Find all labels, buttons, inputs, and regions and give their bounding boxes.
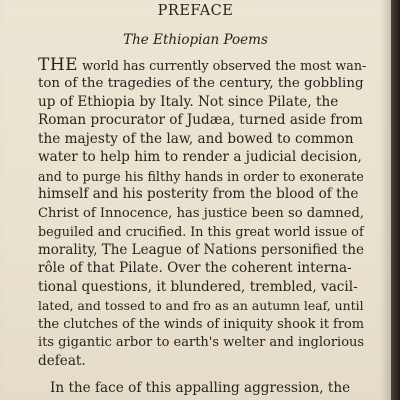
small-caps-lead: THE — [38, 55, 79, 75]
paragraph-line: rôle of that Pilate. Over the coherent interna- — [38, 260, 352, 276]
paragraph-line: defeat. — [38, 353, 86, 369]
paragraph-line: up of Ethiopia by Italy. Not since Pilate, the — [38, 94, 339, 110]
paragraph-line: its gigantic arbor to earth's welter and inglorious — [38, 335, 365, 350]
line-text: world has currently observed the most wan- — [78, 58, 367, 73]
paragraph-line: In the face of this appalling aggression, the — [50, 380, 351, 396]
paragraph-line: and to purge his filthy hands in order to exonerate — [38, 169, 364, 184]
paragraph-line: ton of the tragedies of the century, the gobbling — [38, 76, 364, 91]
paragraph-line: lated, and tossed to and fro as an autumn leaf, until — [38, 298, 364, 313]
paragraph-line: morality, The League of Nations personified the — [38, 242, 364, 258]
paragraph-line: beguiled and crucified. In this great world issue of — [38, 224, 364, 239]
paragraph-line — [38, 57, 366, 74]
paragraph-line: the clutches of the winds of iniquity shook it from — [38, 317, 365, 332]
paragraph-line: water to help him to render a judicial decision, — [38, 149, 362, 165]
page-heading: PREFACE — [157, 3, 234, 19]
paragraph-line: Christ of Innocence, has justice been so damned, — [38, 206, 364, 221]
paragraph-line: Roman procurator of Judæa, turned aside from — [38, 112, 363, 128]
paragraph-line: tional questions, it blundered, trembled, vacil- — [38, 279, 358, 295]
paragraph-line: himself and his posterity from the blood of the — [38, 186, 359, 202]
page-subtitle: The Ethiopian Poems — [123, 32, 268, 48]
paragraph-line: the majesty of the law, and bowed to common — [38, 131, 354, 147]
page-edge-shadow — [391, 0, 400, 400]
